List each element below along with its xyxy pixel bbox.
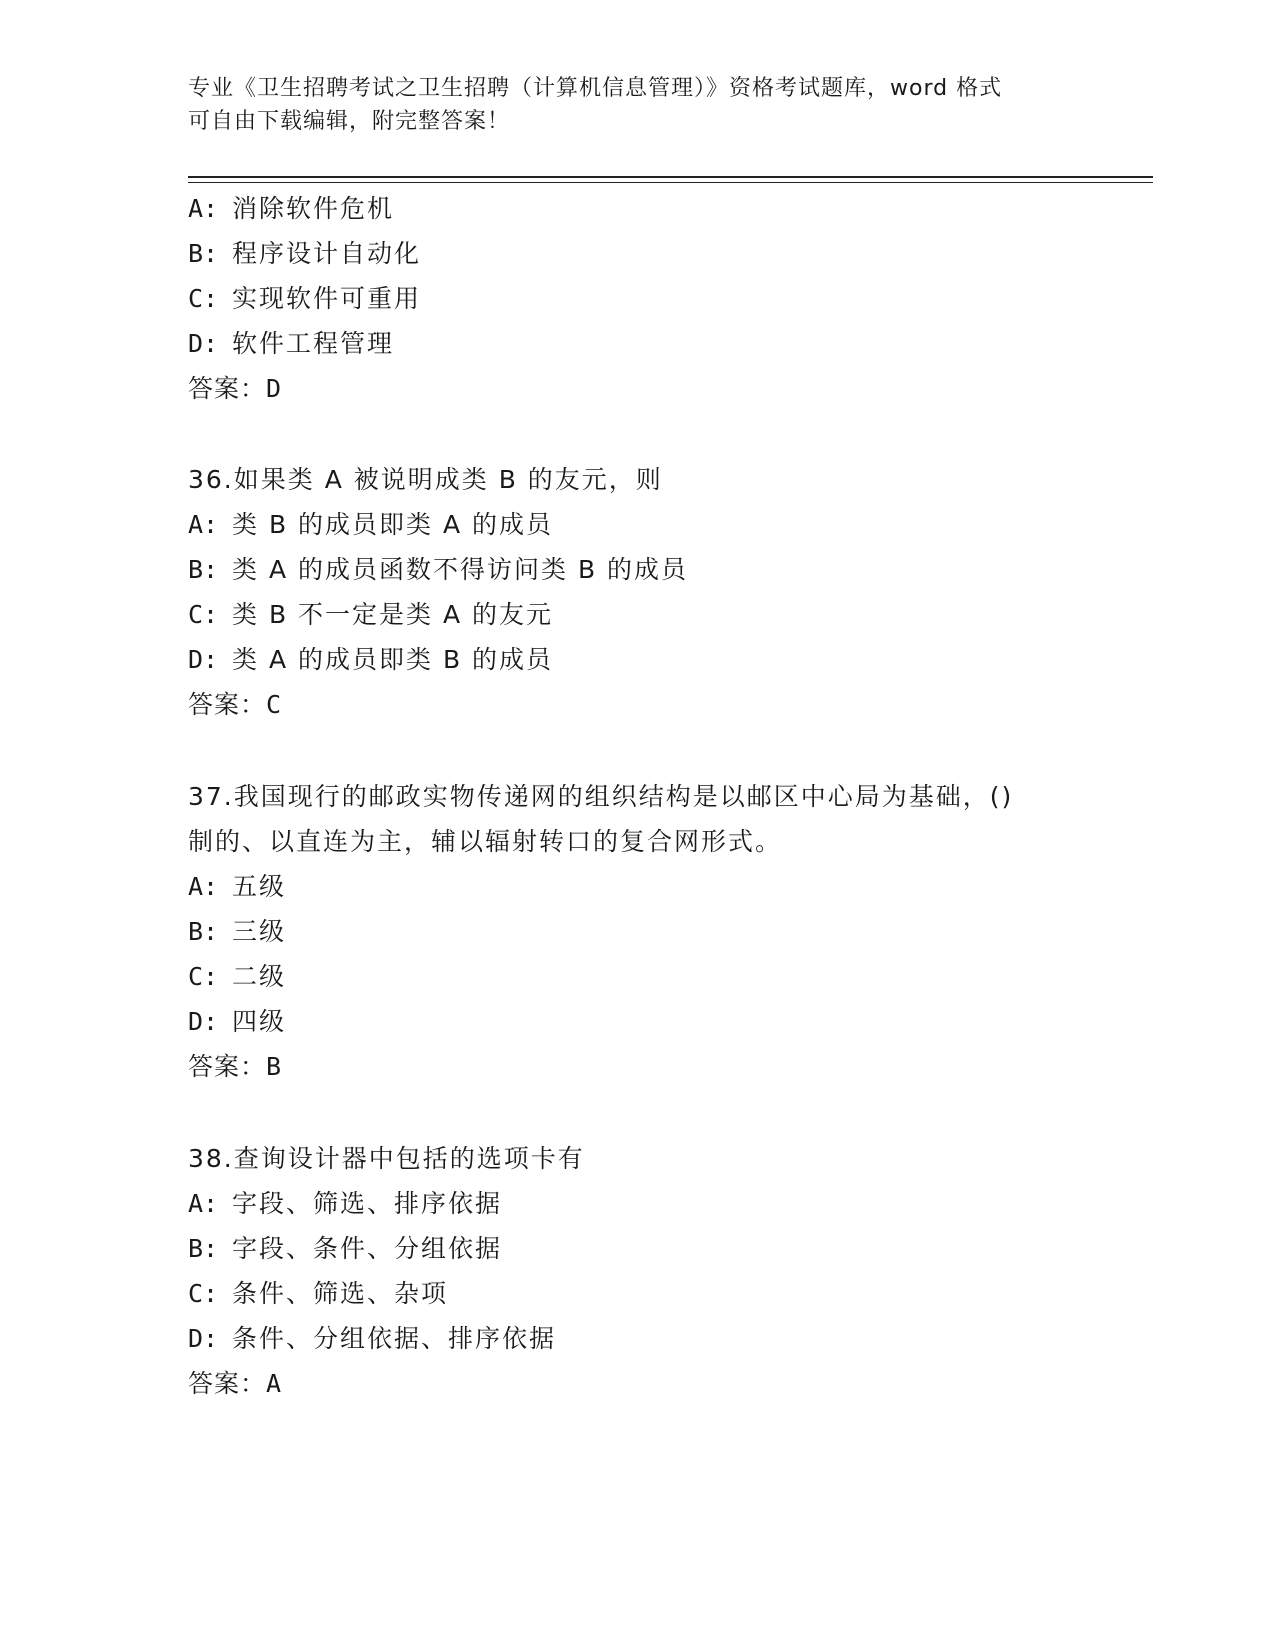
q38-option-c: C: 条件、筛选、杂项	[188, 1279, 449, 1308]
q37-option-b: B: 三级	[188, 917, 287, 946]
header-line-1: 专业《卫生招聘考试之卫生招聘（计算机信息管理）》资格考试题库，word 格式	[188, 76, 1003, 101]
q37-option-d: D: 四级	[188, 1007, 287, 1036]
q35-option-c: C: 实现软件可重用	[188, 284, 422, 313]
q38-option-b: B: 字段、条件、分组依据	[188, 1234, 503, 1263]
q35-option-d: D: 软件工程管理	[188, 329, 395, 358]
q38-answer: 答案：A	[188, 1369, 283, 1398]
q36-answer: 答案：C	[188, 690, 283, 719]
q36-option-c: C: 类 B 不一定是类 A 的友元	[188, 600, 554, 629]
q36-option-a: A: 类 B 的成员即类 A 的成员	[188, 510, 554, 539]
q36-option-d: D: 类 A 的成员即类 B 的成员	[188, 645, 554, 674]
header-line-2: 可自由下载编辑，附完整答案！	[188, 109, 511, 134]
header-divider-thin	[188, 182, 1153, 183]
header-divider-thick	[188, 176, 1153, 178]
q36-question: 36.如果类 A 被说明成类 B 的友元，则	[188, 465, 663, 494]
q38-option-a: A: 字段、筛选、排序依据	[188, 1189, 503, 1218]
document-header	[188, 72, 1088, 138]
q35-option-a: A: 消除软件危机	[188, 194, 395, 223]
q35-option-b: B: 程序设计自动化	[188, 239, 422, 268]
q37-question-line-2: 制的、以直连为主，辅以辐射转口的复合网形式。	[188, 827, 783, 856]
q37-option-c: C: 二级	[188, 962, 287, 991]
q38-option-d: D: 条件、分组依据、排序依据	[188, 1324, 557, 1353]
q37-answer: 答案：B	[188, 1052, 283, 1081]
q38-question: 38.查询设计器中包括的选项卡有	[188, 1144, 585, 1173]
q37-option-a: A: 五级	[188, 872, 287, 901]
q36-option-b: B: 类 A 的成员函数不得访问类 B 的成员	[188, 555, 689, 584]
q37-question-line-1: 37.我国现行的邮政实物传递网的组织结构是以邮区中心局为基础，()	[188, 782, 1014, 811]
q35-answer: 答案：D	[188, 374, 283, 403]
